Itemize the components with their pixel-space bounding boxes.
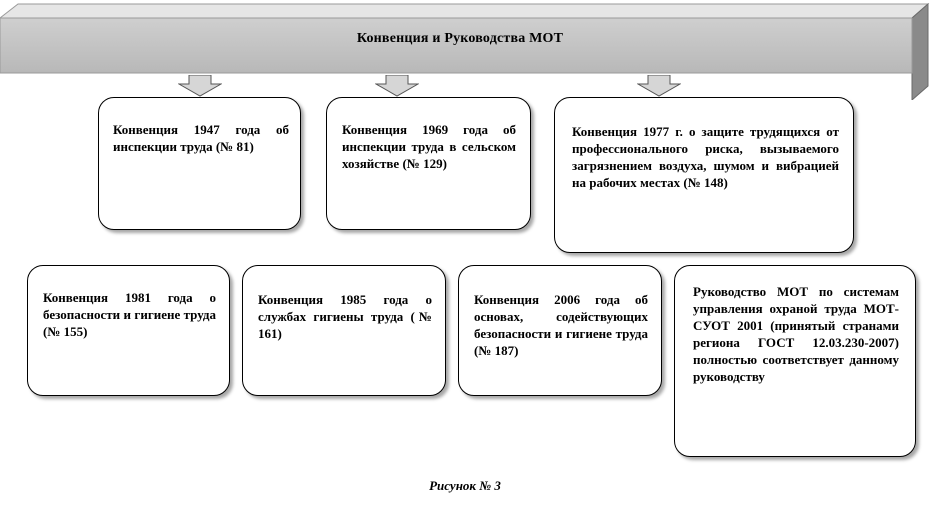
convention-129-text: Конвенция 1969 года об инспекции труда в сельском хозяйстве (№ 129) [342, 122, 516, 171]
header-banner [0, 0, 930, 100]
figure-caption: Рисунок № 3 [429, 478, 501, 493]
convention-81-text: Конвенция 1947 года об инспекции труда (№ 81) [113, 122, 289, 154]
arrow-down-icon [375, 75, 419, 97]
arrow-down-icon [637, 75, 681, 97]
convention-161-text: Конвенция 1985 года о службах гигиены труда (№ 161) [258, 292, 432, 341]
convention-148-text: Конвенция 1977 г. о защите трудящихся от профессионального риска, вызываемого загрязнением воздуха, шумом и вибрацией на рабочих местах (№ 148) [572, 124, 839, 190]
banner-side-face [912, 4, 928, 100]
convention-187-text: Конвенция 2006 года об основах, содействующих безопасности и гигиене труда (№ 187) [474, 292, 648, 358]
convention-81-box [98, 97, 301, 230]
page-title: Конвенция и Руководства МОТ [356, 31, 564, 46]
ilo-osh-2001-text: Руководство МОТ по системам управления охраной труда МОТ-СУОТ 2001 (принятый странами региона ГОСТ 12.03.230-2007) полностью соответствует данному руководству [693, 284, 899, 384]
arrow-down-icon [178, 75, 222, 97]
banner-top-face [0, 4, 928, 18]
convention-155-text: Конвенция 1981 года о безопасности и гигиене труда (№ 155) [43, 290, 216, 339]
